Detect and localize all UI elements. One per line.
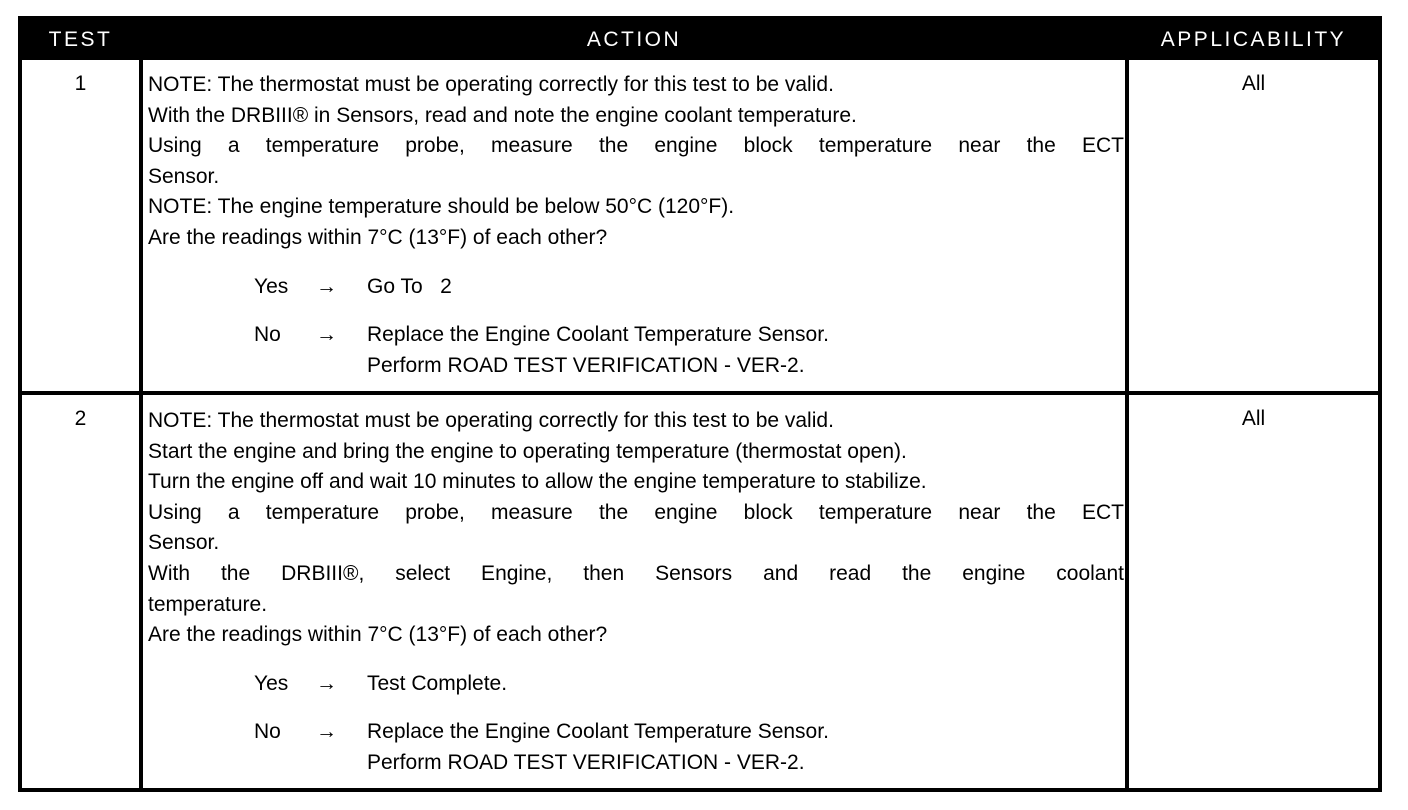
no-branch — [148, 717, 1124, 778]
yes-result: Test Complete. — [367, 671, 508, 695]
action-text — [148, 70, 1124, 381]
table-header — [22, 20, 1378, 60]
yes-result: Go To 2 — [367, 274, 452, 298]
test-number: 2 — [74, 407, 87, 430]
action-line: With the DRBIII® in Sensors, read and note the engine coolant temperature. — [148, 103, 857, 127]
action-line: temperature. — [148, 592, 268, 616]
test-number: 1 — [74, 72, 87, 95]
diagnostic-test-table — [18, 16, 1382, 792]
arrow-icon: → — [316, 671, 337, 695]
action-line: NOTE: The engine temperature should be below 50°C (120°F). — [148, 195, 735, 219]
arrow-icon: → — [316, 323, 337, 347]
action-text — [148, 406, 1124, 779]
header-applicability: APPLICABILITY — [1160, 28, 1347, 51]
no-branch — [148, 320, 1124, 381]
action-line: Turn the engine off and wait 10 minutes to allow the engine temperature to stabilize. — [148, 470, 927, 494]
yes-branch — [148, 669, 1124, 700]
action-line: Start the engine and bring the engine to operating temperature (thermostat open). — [148, 439, 907, 463]
row-divider — [22, 391, 1378, 395]
action-line: Are the readings within 7°C (13°F) of each other? — [148, 225, 608, 249]
no-result-followup: Perform ROAD TEST VERIFICATION - VER-2. — [367, 750, 805, 774]
yes-branch — [148, 272, 1124, 303]
action-line: Sensor. — [148, 531, 220, 555]
applicability-value: All — [1241, 407, 1266, 430]
header-test: TEST — [48, 28, 113, 51]
action-line: NOTE: The thermostat must be operating correctly for this test to be valid. — [148, 409, 834, 432]
no-label: No — [254, 323, 281, 347]
arrow-icon: → — [316, 274, 337, 298]
yes-label: Yes — [254, 274, 289, 298]
action-line: Using a temperature probe, measure the engine block temperature near the ECT — [148, 500, 1124, 524]
action-line: With the DRBIII®, select Engine, then Sensors and read the engine coolant — [148, 561, 1124, 585]
no-result: Replace the Engine Coolant Temperature Sensor. — [367, 720, 829, 744]
applicability-value: All — [1241, 72, 1266, 95]
arrow-icon: → — [316, 720, 337, 744]
action-line: Sensor. — [148, 164, 220, 188]
action-line: Are the readings within 7°C (13°F) of each other? — [148, 623, 608, 647]
column-divider — [139, 60, 143, 792]
action-line: Using a temperature probe, measure the engine block temperature near the ECT — [148, 134, 1124, 158]
action-line: NOTE: The thermostat must be operating correctly for this test to be valid. — [148, 73, 834, 96]
header-action: ACTION — [586, 28, 682, 51]
yes-label: Yes — [254, 671, 289, 695]
no-result: Replace the Engine Coolant Temperature Sensor. — [367, 323, 829, 347]
no-result-followup: Perform ROAD TEST VERIFICATION - VER-2. — [367, 353, 805, 377]
no-label: No — [254, 720, 281, 744]
